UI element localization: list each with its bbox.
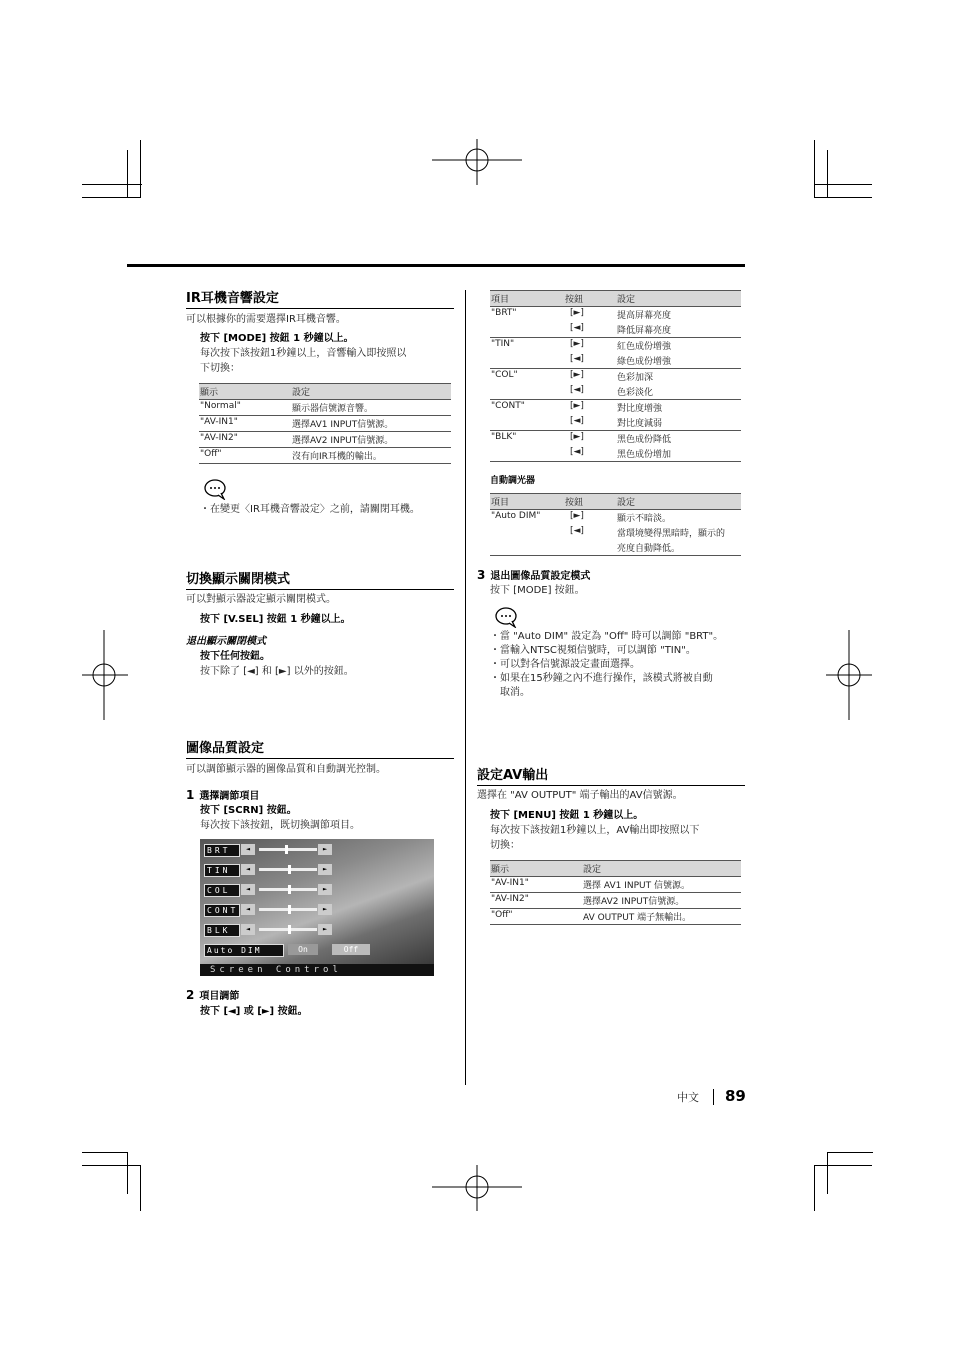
table-cell: 對比度增強 (617, 404, 663, 414)
step-number: 3 (477, 568, 486, 582)
level-track (259, 848, 317, 851)
right-arrow-icon: ► (318, 884, 332, 895)
table-cell: 選擇AV2 INPUT信號源。 (291, 432, 451, 448)
table-cell: "COL" (491, 370, 518, 380)
display-off-instr: 按下 [V.SEL] 按鈕 1 秒鐘以上。 (200, 614, 351, 625)
table-cell: [►] (570, 339, 584, 349)
table-cell: "CONT" (491, 401, 525, 411)
autodim-title: 自動調光器 (490, 476, 536, 486)
table-cell: [►] (570, 401, 584, 411)
display-off-desc: 可以對顯示器設定顯示關閉模式。 (186, 594, 336, 605)
table-header: 按鈕 (564, 494, 616, 510)
step-number: 1 (186, 788, 195, 802)
table-cell: 選擇 AV1 INPUT 信號源。 (582, 877, 741, 893)
step-1-detail: 每次按下該按鈕，既切換調節項目。 (200, 820, 360, 831)
screen-control-footer: Screen Control (200, 964, 434, 976)
section-title-ir: IR耳機音響設定 (186, 287, 454, 309)
table-cell: [◄] (564, 384, 616, 400)
table-header: 顯示 (490, 861, 582, 877)
note-line: ・可以對各信號源設定畫面選擇。 (490, 659, 640, 670)
table-cell: [◄] (564, 415, 616, 431)
av-instr: 按下 [MENU] 按鈕 1 秒鐘以上。 (490, 810, 644, 821)
table-cell: "Auto DIM" (491, 511, 541, 521)
left-arrow-icon: ◄ (241, 864, 255, 875)
table-cell (490, 322, 564, 338)
screen-row-blk (204, 924, 334, 935)
table-cell: 色彩淡化 (616, 384, 741, 400)
table-cell: 顯示器信號源音響。 (291, 400, 451, 416)
table-cell: [►] (570, 511, 584, 521)
step-3 (477, 568, 590, 584)
section-title-av: 設定AV輸出 (477, 764, 745, 786)
step-title: 退出圖像品質設定模式 (490, 571, 591, 582)
av-desc: 選擇在 "AV OUTPUT" 端子輸出的AV信號源。 (477, 790, 683, 801)
registration-target-right (826, 630, 872, 720)
section-title-display-off: 切換顯示關閉模式 (186, 568, 454, 590)
step-3-instr: 按下 [MODE] 按鈕。 (490, 585, 585, 596)
table-cell: "BRT" (491, 308, 517, 318)
screen-row-label: CONT (204, 904, 240, 917)
step-1 (186, 788, 259, 804)
table-cell: 亮度自動降低。 (616, 540, 741, 556)
screen-row-brt (204, 844, 334, 855)
level-knob (288, 865, 291, 874)
level-knob (288, 925, 291, 934)
level-knob (288, 885, 291, 894)
right-arrow-icon: ► (318, 924, 332, 935)
quality-table (490, 290, 741, 462)
footer-divider (713, 1089, 714, 1105)
table-cell: "Normal" (199, 400, 291, 416)
av-table (490, 860, 741, 925)
display-off-exit-title: 退出顯示關閉模式 (186, 636, 266, 647)
screen-row-tin (204, 864, 334, 875)
step-title: 選擇調節項目 (199, 791, 260, 802)
table-cell: "AV-IN1" (490, 877, 582, 893)
screen-row-col (204, 884, 334, 895)
table-cell: 黑色成份增加 (616, 446, 741, 462)
left-arrow-icon: ◄ (241, 924, 255, 935)
level-knob (285, 845, 288, 854)
note-line: ・當輸入NTSC視頻信號時，可以調節 "TIN"。 (490, 645, 696, 656)
registration-target-bottom (432, 1165, 522, 1211)
table-cell: 選擇AV2 INPUT信號源。 (582, 893, 741, 909)
right-arrow-icon: ► (318, 864, 332, 875)
table-cell: 沒有向IR耳機的輸出。 (291, 448, 451, 464)
table-cell: "AV-IN2" (490, 893, 582, 909)
display-off-exit-detail: 按下除了 [◄] 和 [►] 以外的按鈕。 (200, 666, 354, 677)
ir-instr: 按下 [MODE] 按鈕 1 秒鐘以上。 (200, 333, 354, 344)
screen-row-label: BLK (204, 924, 240, 937)
note-icon (203, 478, 229, 500)
table-header: 設定 (291, 384, 451, 400)
table-header: 設定 (616, 291, 741, 307)
table-cell: [◄] (570, 526, 584, 536)
table-cell: 選擇AV1 INPUT信號源。 (291, 416, 451, 432)
step-number: 2 (186, 988, 195, 1002)
step-2 (186, 988, 239, 1004)
table-cell: "AV-IN2" (199, 432, 291, 448)
table-cell: 黑色成份降低 (617, 435, 672, 445)
table-cell: 對比度減弱 (616, 415, 741, 431)
table-cell: "Off" (490, 909, 582, 925)
table-cell: 綠色成份增強 (616, 353, 741, 369)
ir-note: ・在變更〈IR耳機音響設定〉之前，請關閉耳機。 (200, 504, 420, 515)
auto-dim-off: Off (332, 944, 370, 955)
table-cell: 降低屏幕亮度 (616, 322, 741, 338)
av-detail-2: 切換： (490, 840, 520, 851)
table-header: 按鈕 (564, 291, 616, 307)
right-arrow-icon: ► (318, 844, 332, 855)
table-header: 項目 (490, 291, 564, 307)
auto-dim-label: Auto DIM (204, 944, 284, 957)
section-title-image: 圖像品質設定 (186, 737, 454, 759)
table-cell (490, 415, 564, 431)
table-cell: [◄] (564, 353, 616, 369)
step-2-instr: 按下 [◄] 或 [►] 按鈕。 (200, 1006, 308, 1017)
left-arrow-icon: ◄ (241, 884, 255, 895)
registration-target-left (82, 630, 128, 720)
table-header: 項目 (490, 494, 564, 510)
ir-detail-2: 下切換： (200, 363, 240, 374)
note-icon (494, 606, 520, 628)
footer-lang: 中文 (677, 1091, 699, 1104)
table-cell: 色彩加深 (617, 373, 654, 383)
note-line: 取消。 (490, 687, 530, 698)
table-cell: "BLK" (491, 432, 517, 442)
table-cell: "TIN" (491, 339, 515, 349)
table-cell (490, 446, 564, 462)
screen-row-label: COL (204, 884, 240, 897)
table-cell: [◄] (564, 446, 616, 462)
registration-target-top (432, 139, 522, 185)
table-cell (490, 384, 564, 400)
table-cell: [►] (570, 370, 584, 380)
ir-table (199, 383, 451, 464)
image-desc: 可以調節顯示器的圖像品質和自動調光控制。 (186, 764, 386, 775)
table-cell: 紅色成份增強 (617, 342, 672, 352)
table-cell (490, 353, 564, 369)
screen-row-label: TIN (204, 864, 240, 877)
screen-row-cont (204, 904, 334, 915)
table-cell: "Off" (199, 448, 291, 464)
table-cell: "AV-IN1" (199, 416, 291, 432)
table-cell: [►] (570, 308, 584, 318)
table-cell: [◄] (564, 322, 616, 338)
av-detail-1: 每次按下該按鈕1秒鐘以上，AV輸出即按照以下 (490, 825, 700, 836)
display-off-exit-instr: 按下任何按鈕。 (200, 651, 270, 662)
table-cell: 顯示不暗淡。 (617, 514, 672, 524)
level-knob (288, 905, 291, 914)
table-cell: 提高屏幕亮度 (617, 311, 672, 321)
table-header: 設定 (616, 494, 741, 510)
left-arrow-icon: ◄ (241, 844, 255, 855)
step-title: 項目調節 (199, 991, 240, 1002)
ir-desc: 可以根據你的需要選擇IR耳機音響。 (186, 314, 346, 325)
page-number: 89 (725, 1087, 746, 1105)
left-arrow-icon: ◄ (241, 904, 255, 915)
note-line: ・如果在15秒鐘之內不進行操作，該模式將被自動 (490, 673, 713, 684)
ir-detail-1: 每次按下該按鈕1秒鐘以上，音響輸入即按照以 (200, 348, 407, 359)
column-divider (465, 290, 466, 1085)
table-cell: [►] (570, 432, 584, 442)
table-header: 設定 (582, 861, 741, 877)
screen-row-label: BRT (204, 844, 240, 857)
table-cell: AV OUTPUT 端子無輸出。 (582, 909, 741, 925)
table-cell: 當環境變得黑暗時，顯示的 (617, 529, 726, 539)
autodim-table (490, 493, 741, 556)
auto-dim-on: On (288, 944, 318, 955)
header-rule (127, 264, 745, 267)
step-1-instr: 按下 [SCRN] 按鈕。 (200, 805, 297, 816)
note-line: ・當 "Auto DIM" 設定為 "Off" 時可以調節 "BRT"。 (490, 631, 724, 642)
screen-control-image (200, 839, 434, 976)
table-header: 顯示 (199, 384, 291, 400)
right-arrow-icon: ► (318, 904, 332, 915)
